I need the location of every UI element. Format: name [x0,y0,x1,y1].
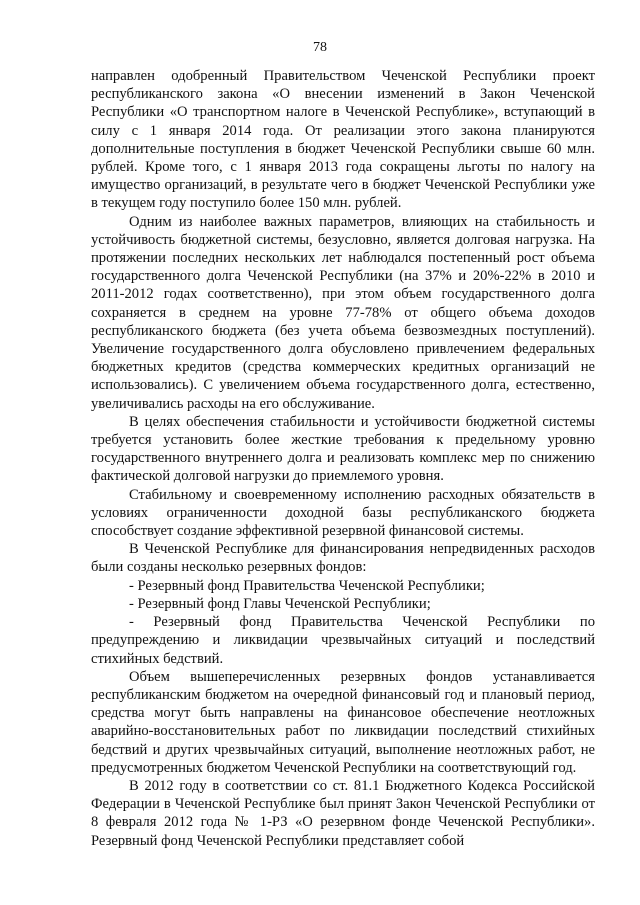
paragraph-debt-requirements: В целях обеспечения стабильности и устойчивости бюджетной системы требуется установить более жесткие требования к предельному уровню государственного внутреннего долга и реализовать комплекс мер по снижению фактической долговой нагрузки до приемлемого уровня. [91,413,595,485]
paragraph-reserve-system: Стабильному и своевременному исполнению расходных обязательств в условиях ограниченности доходной базы республиканского бюджета способствует создание эффективной резервной финансовой системы. [91,486,595,540]
paragraph-fund-volume: Объем вышеперечисленных резервных фондов устанавливается республиканским бюджетом на очередной финансовый год и плановый период, средства могут быть направлены на финансовое обеспечение неотложных аварийно-восстановительных работ по ликвидации последствий стихийных бедствий и других чрезвычайных ситуаций, выполнение неотложных работ, не предусмотренных бюджетом Чеченской Республики на соответствующий год. [91,668,595,776]
page-number: 78 [313,40,327,55]
paragraph-reserve-law: В 2012 году в соответствии со ст. 81.1 Бюджетного Кодекса Российской Федерации в Чеченской Республике был принят Закон Чеченской Республики от 8 февраля 2012 года № 1-РЗ «О резервном фонде Чеченской Республики». Резервный фонд Чеченской Республики представляет собой [91,777,595,849]
list-item-head-fund: - Резервный фонд Главы Чеченской Республики; [129,595,431,612]
paragraph-debt-load: Одним из наиболее важных параметров, влияющих на стабильность и устойчивость бюджетной системы, безусловно, является долговая нагрузка. На протяжении последних нескольких лет наблюдался постепенный рост объема государственного долга Чеченской Республики (на 37% и 20%-22% в 2010 и 2011-2012 годах соответственно), при этом объем государственного долга сохраняется в среднем на уровне 77-78% от общего объема доходов республиканского бюджета (без учета объема безвозмездных поступлений). Увеличение государственного долга обусловлено привлечением федеральных бюджетных кредитов (средства коммерческих кредитных организаций не использовались). С увеличением объема государственного долга, естественно, увеличивались расходы на его обслуживание. [91,213,595,412]
document-body [91,67,595,850]
list-item-government-fund: - Резервный фонд Правительства Чеченской Республики; [129,577,485,594]
paragraph-tax-law: направлен одобренный Правительством Чеченской Республики проект республиканского закона «О внесении изменений в Закон Чеченской Республики «О транспортном налоге в Чеченской Республике», вступающий в силу с 1 января 2014 года. От реализации этого закона планируются дополнительные поступления в бюджет Чеченской Республики свыше 60 млн. рублей. Кроме того, с 1 января 2013 года сокращены льготы по налогу на имущество организаций, в результате чего в бюджет Чеченской Республики уже в текущем году поступило более 150 млн. рублей. [91,68,595,212]
paragraph-reserve-funds-intro: В Чеченской Республике для финансирования непредвиденных расходов были созданы несколько резервных фондов: [91,541,595,576]
list-item-emergency-fund: - Резервный фонд Правительства Чеченской Республики по предупреждению и ликвидации чрезвычайных ситуаций и последствий стихийных бедствий. [91,614,595,667]
